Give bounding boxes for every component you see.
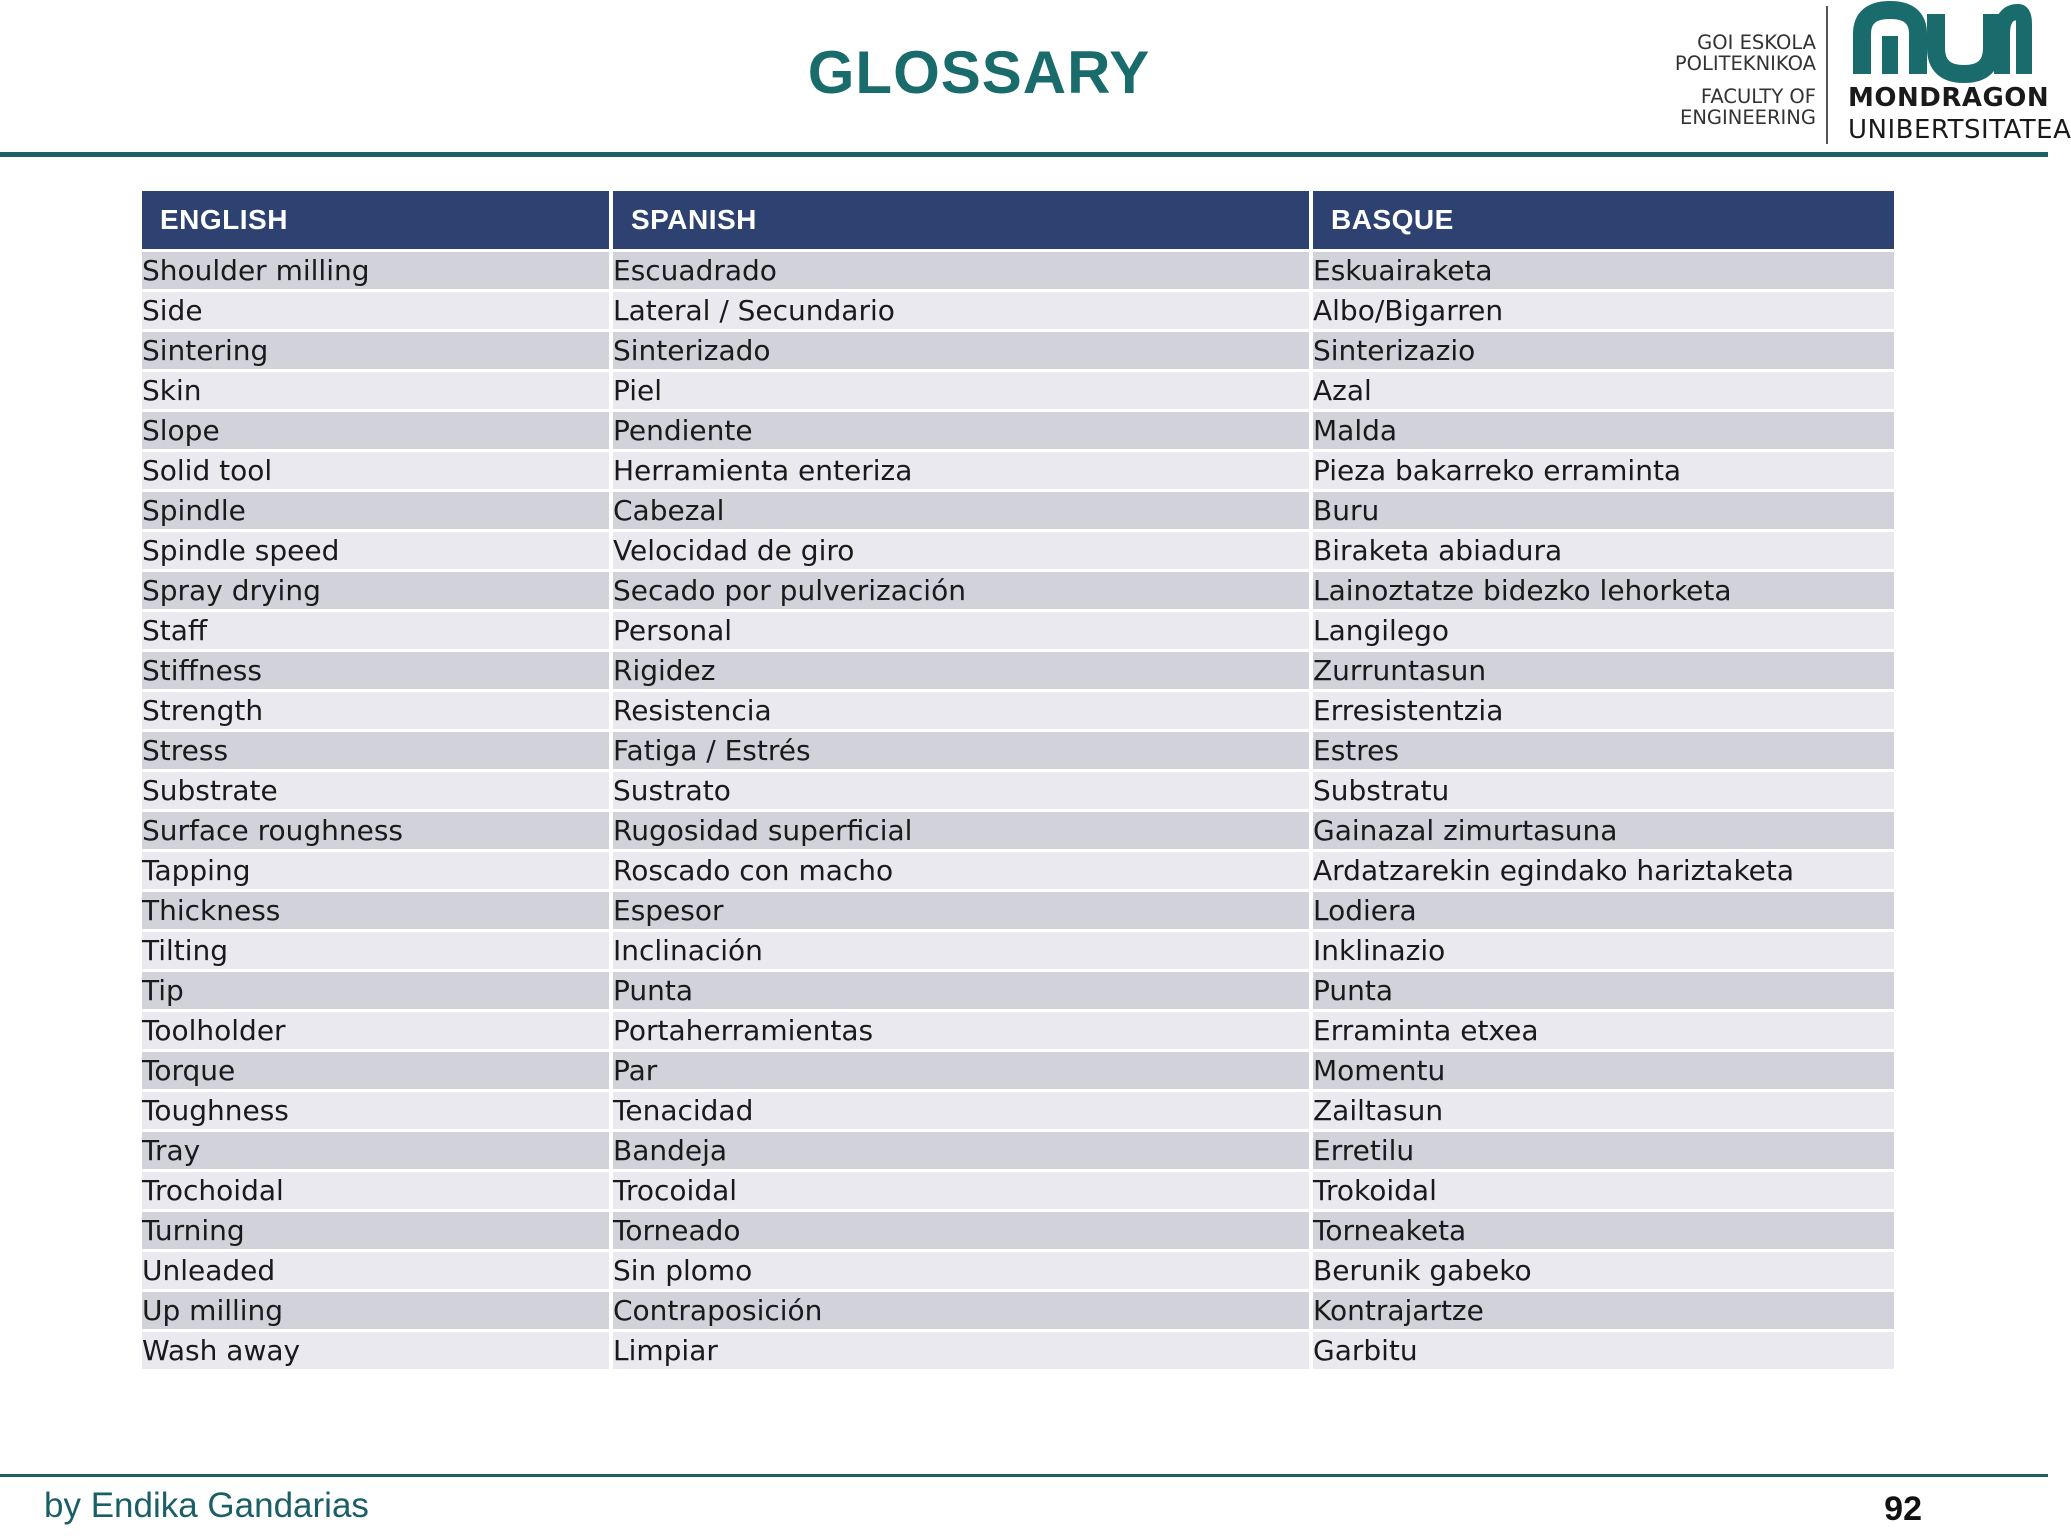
basque-term: Torneaketa	[1313, 1212, 1894, 1249]
table-row	[142, 812, 1894, 849]
english-term: Surface roughness	[142, 812, 609, 849]
basque-term: Inklinazio	[1313, 932, 1894, 969]
english-term: Wash away	[142, 1332, 609, 1369]
glossary-table	[138, 188, 1898, 1372]
spanish-term: Contraposición	[613, 1292, 1309, 1329]
english-term: Tip	[142, 972, 609, 1009]
english-term: Shoulder milling	[142, 252, 609, 289]
table-row	[142, 412, 1894, 449]
slide-title: GLOSSARY	[807, 39, 1151, 106]
basque-term: Garbitu	[1313, 1332, 1894, 1369]
spanish-term: Resistencia	[613, 692, 1309, 729]
spanish-term: Sinterizado	[613, 332, 1309, 369]
university-name-line-2: UNIBERTSITATEA	[1848, 115, 2071, 145]
spanish-term: Roscado con macho	[613, 852, 1309, 889]
table-row	[142, 1132, 1894, 1169]
table-row	[142, 612, 1894, 649]
table-row	[142, 692, 1894, 729]
spanish-term: Secado por pulverización	[613, 572, 1309, 609]
basque-term: Albo/Bigarren	[1313, 292, 1894, 329]
basque-term: Lodiera	[1313, 892, 1894, 929]
english-term: Tray	[142, 1132, 609, 1169]
basque-term: Lainoztatze bidezko lehorketa	[1313, 572, 1894, 609]
table-row	[142, 932, 1894, 969]
table-row	[142, 1252, 1894, 1289]
basque-term: Zurruntasun	[1313, 652, 1894, 689]
english-term: Spray drying	[142, 572, 609, 609]
basque-term: Substratu	[1313, 772, 1894, 809]
basque-term: Gainazal zimurtasuna	[1313, 812, 1894, 849]
spanish-term: Piel	[613, 372, 1309, 409]
table-row	[142, 292, 1894, 329]
footer-divider	[0, 1474, 2048, 1477]
basque-term: Biraketa abiadura	[1313, 532, 1894, 569]
faculty-label	[1675, 32, 1816, 128]
english-term: Substrate	[142, 772, 609, 809]
table-row	[142, 892, 1894, 929]
faculty-line-1: FACULTY OF	[1700, 85, 1816, 108]
basque-term: Eskuairaketa	[1313, 252, 1894, 289]
english-term: Toolholder	[142, 1012, 609, 1049]
english-term: Stress	[142, 732, 609, 769]
spanish-term: Lateral / Secundario	[613, 292, 1309, 329]
spanish-term: Herramienta enteriza	[613, 452, 1309, 489]
header-divider	[0, 152, 2048, 157]
english-term: Toughness	[142, 1092, 609, 1129]
english-term: Stiffness	[142, 652, 609, 689]
table-row	[142, 1012, 1894, 1049]
school-line-2: POLITEKNIKOA	[1674, 52, 1816, 75]
basque-term: Erretilu	[1313, 1132, 1894, 1169]
english-term: Up milling	[142, 1292, 609, 1329]
table-row	[142, 532, 1894, 569]
spanish-term: Escuadrado	[613, 252, 1309, 289]
table-row	[142, 972, 1894, 1009]
table-row	[142, 492, 1894, 529]
spanish-term: Fatiga / Estrés	[613, 732, 1309, 769]
basque-term: Azal	[1313, 372, 1894, 409]
english-term: Side	[142, 292, 609, 329]
table-row	[142, 1212, 1894, 1249]
table-row	[142, 1292, 1894, 1329]
table-row	[142, 652, 1894, 689]
english-term: Turning	[142, 1212, 609, 1249]
table-row	[142, 1092, 1894, 1129]
university-name	[1848, 82, 2071, 146]
english-term: Tapping	[142, 852, 609, 889]
english-term: Tilting	[142, 932, 609, 969]
table-row	[142, 772, 1894, 809]
table-row	[142, 372, 1894, 409]
header-spanish: SPANISH	[613, 191, 1309, 249]
header-basque: BASQUE	[1313, 191, 1894, 249]
spanish-term: Velocidad de giro	[613, 532, 1309, 569]
english-term: Torque	[142, 1052, 609, 1089]
table-row	[142, 1172, 1894, 1209]
basque-term: Punta	[1313, 972, 1894, 1009]
english-term: Staff	[142, 612, 609, 649]
basque-term: Langilego	[1313, 612, 1894, 649]
logo-divider	[1826, 6, 1828, 144]
basque-term: Pieza bakarreko erraminta	[1313, 452, 1894, 489]
basque-term: Trokoidal	[1313, 1172, 1894, 1209]
basque-term: Berunik gabeko	[1313, 1252, 1894, 1289]
spanish-term: Inclinación	[613, 932, 1309, 969]
spanish-term: Pendiente	[613, 412, 1309, 449]
basque-term: Ardatzarekin egindako hariztaketa	[1313, 852, 1894, 889]
english-term: Spindle speed	[142, 532, 609, 569]
spanish-term: Trocoidal	[613, 1172, 1309, 1209]
spanish-term: Limpiar	[613, 1332, 1309, 1369]
faculty-line-2: ENGINEERING	[1680, 106, 1816, 129]
table-row	[142, 452, 1894, 489]
english-term: Unleaded	[142, 1252, 609, 1289]
table-row	[142, 1332, 1894, 1369]
spanish-term: Bandeja	[613, 1132, 1309, 1169]
table-header-row	[142, 191, 1894, 249]
english-term: Sintering	[142, 332, 609, 369]
english-term: Solid tool	[142, 452, 609, 489]
english-term: Thickness	[142, 892, 609, 929]
english-term: Skin	[142, 372, 609, 409]
basque-term: Zailtasun	[1313, 1092, 1894, 1129]
spanish-term: Sustrato	[613, 772, 1309, 809]
spanish-term: Rugosidad superficial	[613, 812, 1309, 849]
english-term: Strength	[142, 692, 609, 729]
spanish-term: Sin plomo	[613, 1252, 1309, 1289]
basque-term: Buru	[1313, 492, 1894, 529]
table-row	[142, 572, 1894, 609]
basque-term: Sinterizazio	[1313, 332, 1894, 369]
english-term: Spindle	[142, 492, 609, 529]
table-row	[142, 332, 1894, 369]
table-row	[142, 1052, 1894, 1089]
spanish-term: Portaherramientas	[613, 1012, 1309, 1049]
spanish-term: Tenacidad	[613, 1092, 1309, 1129]
spanish-term: Torneado	[613, 1212, 1309, 1249]
spanish-term: Rigidez	[613, 652, 1309, 689]
basque-term: Malda	[1313, 412, 1894, 449]
spanish-term: Espesor	[613, 892, 1309, 929]
university-logo-icon	[1852, 4, 2032, 78]
basque-term: Erresistentzia	[1313, 692, 1894, 729]
basque-term: Erraminta etxea	[1313, 1012, 1894, 1049]
spanish-term: Personal	[613, 612, 1309, 649]
english-term: Trochoidal	[142, 1172, 609, 1209]
table-row	[142, 252, 1894, 289]
basque-term: Kontrajartze	[1313, 1292, 1894, 1329]
basque-term: Momentu	[1313, 1052, 1894, 1089]
table-row	[142, 852, 1894, 889]
school-line-1: GOI ESKOLA	[1697, 31, 1816, 54]
spanish-term: Punta	[613, 972, 1309, 1009]
spanish-term: Cabezal	[613, 492, 1309, 529]
page-number: 92	[1884, 1490, 1922, 1528]
basque-term: Estres	[1313, 732, 1894, 769]
table-row	[142, 732, 1894, 769]
university-name-line-1: MONDRAGON	[1848, 83, 2050, 113]
author-credit: by Endika Gandarias	[44, 1486, 369, 1525]
spanish-term: Par	[613, 1052, 1309, 1089]
header-english: ENGLISH	[142, 191, 609, 249]
english-term: Slope	[142, 412, 609, 449]
